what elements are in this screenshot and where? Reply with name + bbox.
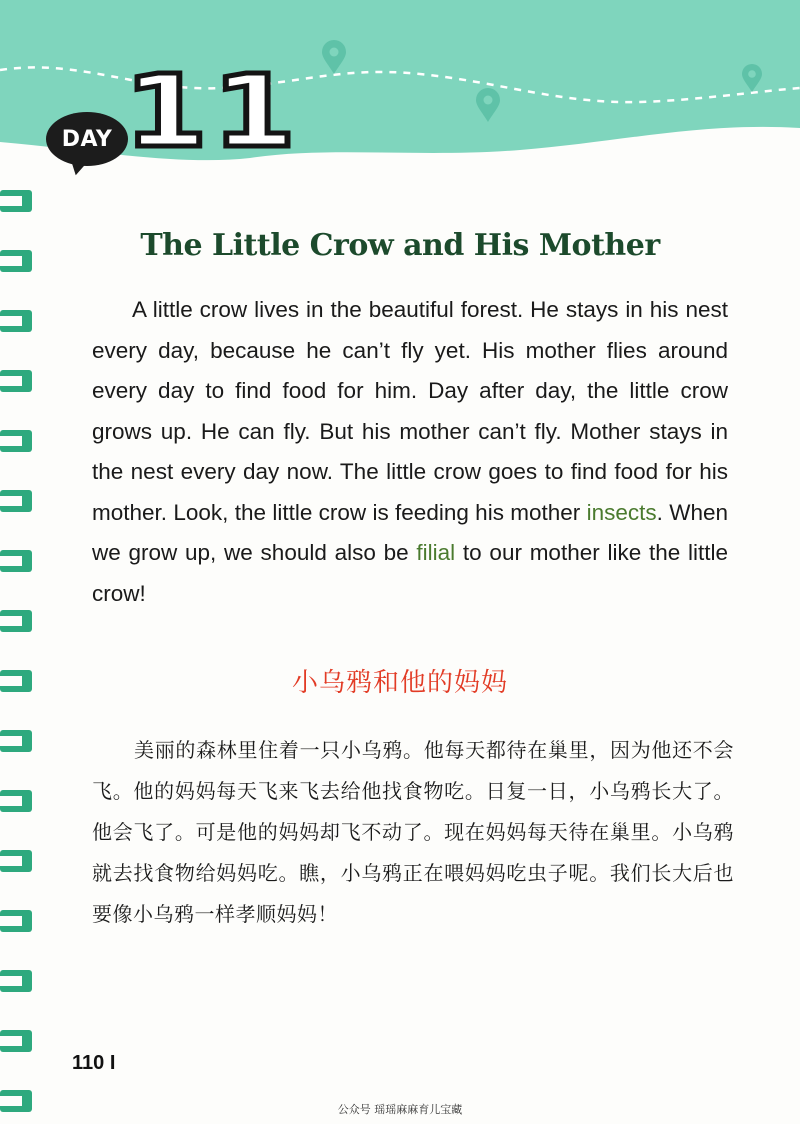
footer-watermark: 公众号 瑶瑶麻麻育儿宝藏 (337, 1103, 463, 1116)
translation-paragraph: 美丽的森林里住着一只小乌鸦。他每天都待在巢里，因为他还不会飞。他的妈妈每天飞来飞去给他找食物吃。日复一日，小乌鸦长大了。他会飞了。可是他的妈妈却飞不动了。现在妈妈每天待在巢里。小乌鸦就去找食物给妈妈吃。瞧，小乌鸦正在喂妈妈吃虫子呢。我们长大后也要像小乌鸦一样孝顺妈妈！ (92, 738, 734, 926)
story-text: . When we grow up, we should also be (92, 499, 728, 565)
story-text: to our mother like the little crow! (92, 540, 729, 606)
notebook-spine (0, 130, 46, 1120)
header-banner (0, 0, 800, 200)
story-title: The Little Crow and His Mother (140, 228, 660, 263)
story-text: A little crow lives in the beautiful forest. He stays in his nest every day, because he can’t fly yet. His mother flies around every day to find food for him. Day after day, the little crow grows up. He can fly. But his mother can’t fly. Mother stays in the nest every day now. The little crow goes to find food for his mother. Look, the little crow is feeding his mother (92, 297, 728, 525)
translation-title: 小乌鸦和他的妈妈 (291, 668, 508, 698)
vocab-highlight: insects (586, 499, 657, 525)
page-number: 110 I (72, 1052, 116, 1074)
day-label: DAY (61, 126, 113, 152)
day-number: 11 (124, 53, 301, 170)
story-paragraph (92, 290, 728, 614)
vocab-highlight: filial (416, 540, 456, 565)
day-badge (46, 112, 128, 166)
